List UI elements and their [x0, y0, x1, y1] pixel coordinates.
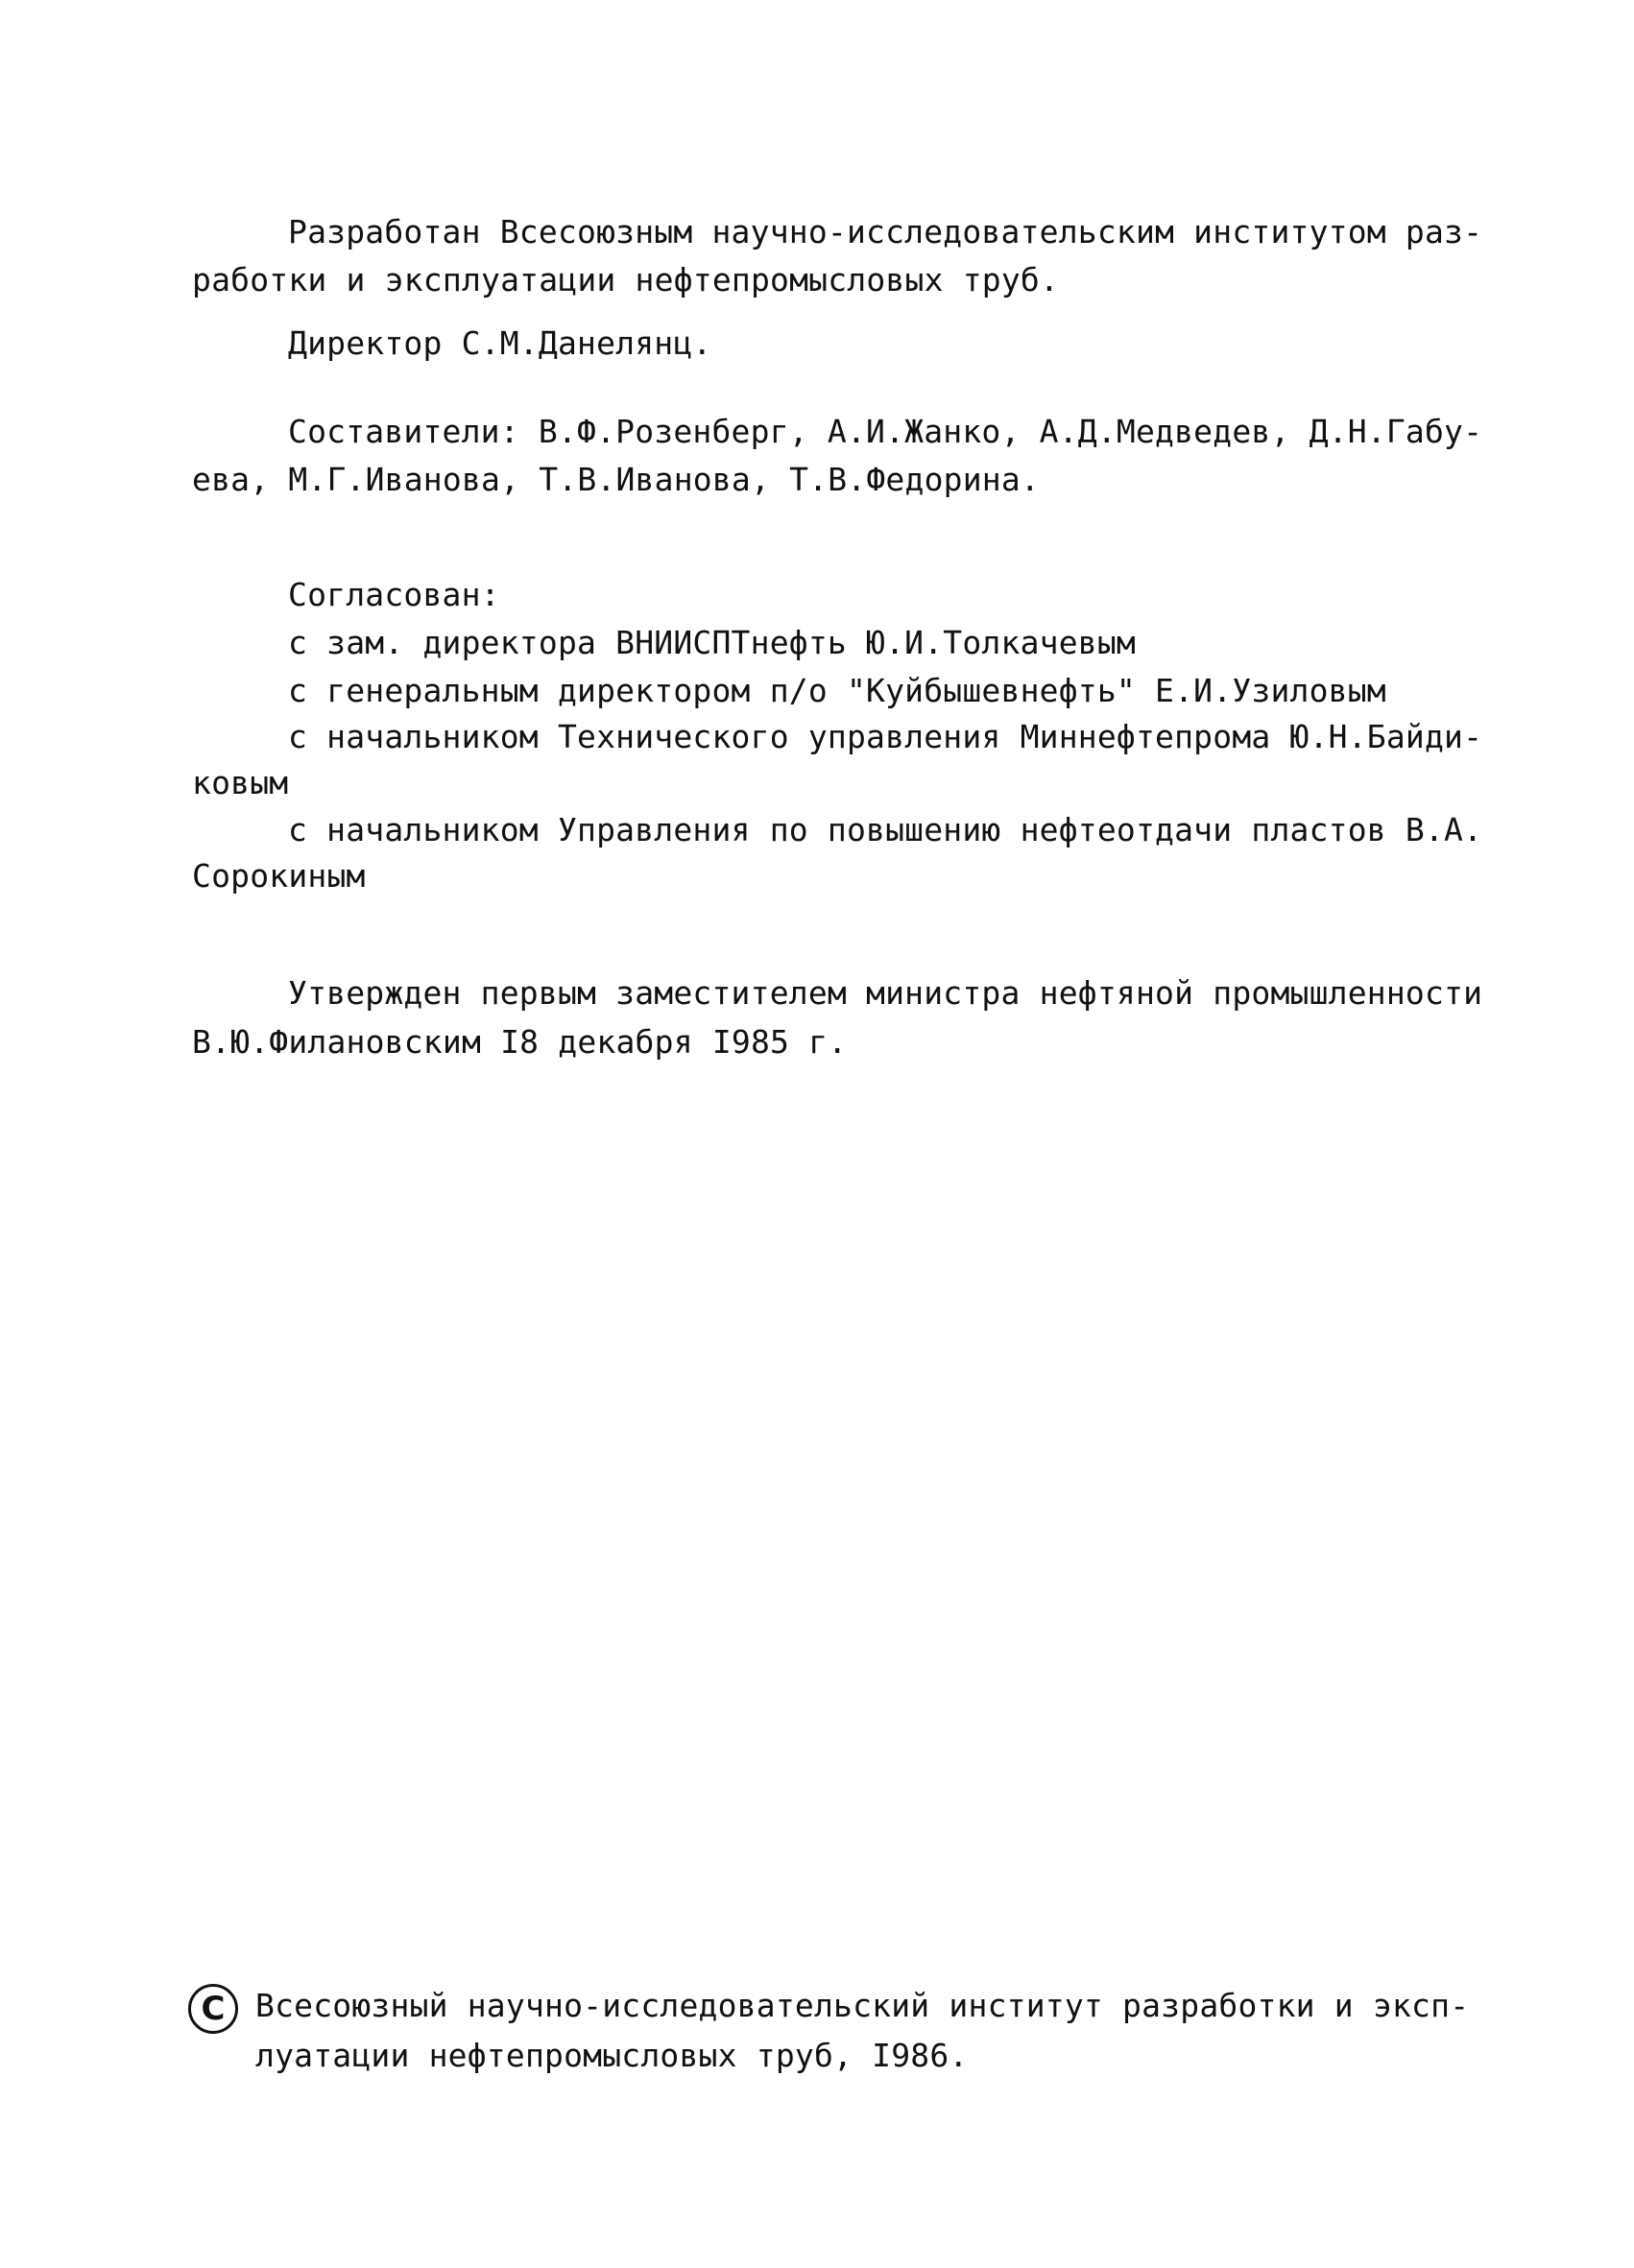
agreed-item-4-line-2: Сорокиным — [192, 857, 366, 895]
developer-line-2: работки и эксплуатации нефтепромысловых труб. — [192, 261, 1060, 298]
agreed-item-2: с генеральным директором п/о "Куйбышевнефть" Е.И.Узиловым — [288, 672, 1386, 709]
agreed-item-1: с зам. директора ВНИИСПТнефть Ю.И.Толкачевым — [288, 624, 1136, 661]
agreed-heading: Согласован: — [288, 576, 500, 613]
agreed-item-3-line-1: с начальником Технического управления Миннефтепрома Ю.Н.Байди- — [288, 718, 1483, 755]
agreed-item-3-line-2: ковым — [192, 764, 289, 801]
copyright-icon: C — [188, 1984, 238, 2034]
approved-line-2: В.Ю.Филановским I8 декабря I985 г. — [192, 1023, 848, 1061]
developer-line-1: Разработан Всесоюзным научно-исследовательским институтом раз- — [288, 213, 1483, 251]
approved-line-1: Утвержден первым заместителем министра нефтяной промышленности — [288, 974, 1483, 1012]
compilers-line-2: ева, М.Г.Иванова, Т.В.Иванова, Т.В.Федорина. — [192, 461, 1040, 498]
copyright-line-1: Всесоюзный научно-исследовательский институт разработки и экcп- — [255, 1987, 1470, 2024]
compilers-line-1: Составители: В.Ф.Розенберг, А.И.Жанко, А.Д.Медведев, Д.Н.Габу- — [288, 413, 1483, 450]
agreed-item-4-line-1: с начальником Управления по повышению нефтеотдачи пластов В.А. — [288, 811, 1483, 848]
director-line: Директор С.М.Данелянц. — [288, 324, 712, 362]
copyright-line-2: луатации нефтепромысловых труб, I986. — [255, 2037, 969, 2074]
